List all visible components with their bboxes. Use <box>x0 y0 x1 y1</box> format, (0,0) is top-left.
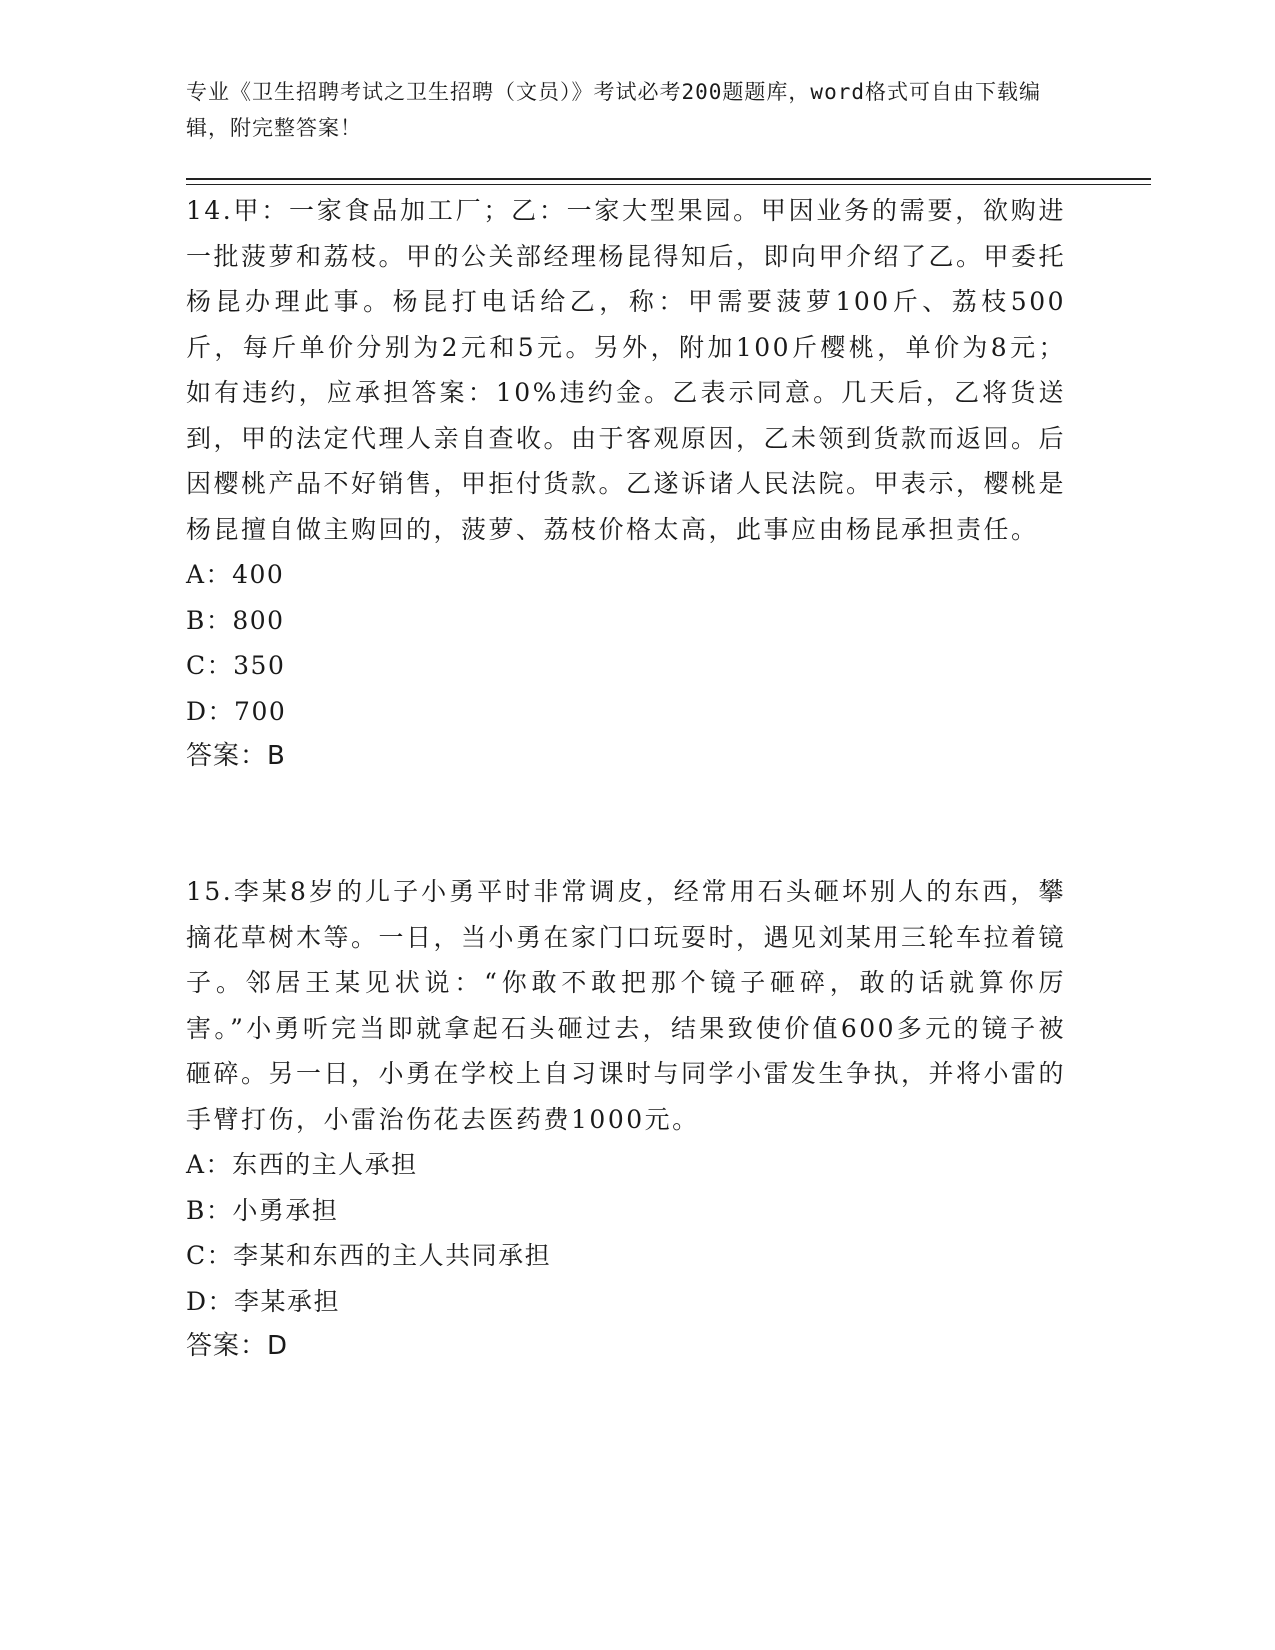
answer-line <box>186 734 1066 780</box>
header-divider-thin <box>186 184 1151 185</box>
option-d: D：700 <box>186 696 287 726</box>
document-header <box>186 74 1066 146</box>
answer-label: 答案： <box>186 741 268 771</box>
option-b: B：800 <box>186 605 285 635</box>
header-title: 专业《卫生招聘考试之卫生招聘（文员）》考试必考200题题库，word格式可自由下载编辑，附完整答案！ <box>186 80 1041 140</box>
question-stem <box>186 188 1066 552</box>
question-number: 15. <box>186 877 234 906</box>
question-text: 李某8岁的儿子小勇平时非常调皮，经常用石头砸坏别人的东西，攀摘花草树木等。一日，当小勇在家门口玩耍时，遇见刘某用三轮车拉着镜子。邻居王某见状说：“你敢不敢把那个镜子砸碎，敢的话就算你厉害。”小勇听完当即就拿起石头砸过去，结果致使价值600多元的镜子被砸碎。另一日，小勇在学校上自习课时与同学小雷发生争执，并将小雷的手臂打伤，小雷治伤花去医药费1000元。 <box>186 877 1067 1134</box>
question-15 <box>186 869 1066 1370</box>
answer-value: D <box>267 1331 289 1361</box>
question-stem <box>186 869 1066 1142</box>
question-14 <box>186 188 1066 780</box>
option-a: A：400 <box>186 560 285 589</box>
option-c: C：李某和东西的主人共同承担 <box>186 1241 552 1270</box>
question-text: 甲：一家食品加工厂；乙：一家大型果园。甲因业务的需要，欲购进一批菠萝和荔枝。甲的公关部经理杨昆得知后，即向甲介绍了乙。甲委托杨昆办理此事。杨昆打电话给乙，称：甲需要菠萝100斤、荔枝500斤，每斤单价分别为2元和5元。另外，附加100斤樱桃，单价为8元；如有违约，应承担答案：10%违约金。乙表示同意。几天后，乙将货送到，甲的法定代理人亲自查收。由于客观原因，乙未领到货款而返回。后因樱桃产品不好销售，甲拒付货款。乙遂诉诸人民法院。甲表示，樱桃是杨昆擅自做主购回的，菠萝、荔枝价格太高，此事应由杨昆承担责任。 <box>186 196 1067 544</box>
option-a: A：东西的主人承担 <box>186 1150 418 1179</box>
answer-line <box>186 1324 1066 1370</box>
header-divider-thick <box>186 178 1151 180</box>
answer-label: 答案： <box>186 1331 268 1361</box>
option-d: D：李某承担 <box>186 1286 341 1316</box>
answer-value: B <box>267 741 286 771</box>
option-c: C：350 <box>186 651 286 680</box>
option-b: B：小勇承担 <box>186 1195 339 1225</box>
question-number: 14. <box>186 196 234 225</box>
